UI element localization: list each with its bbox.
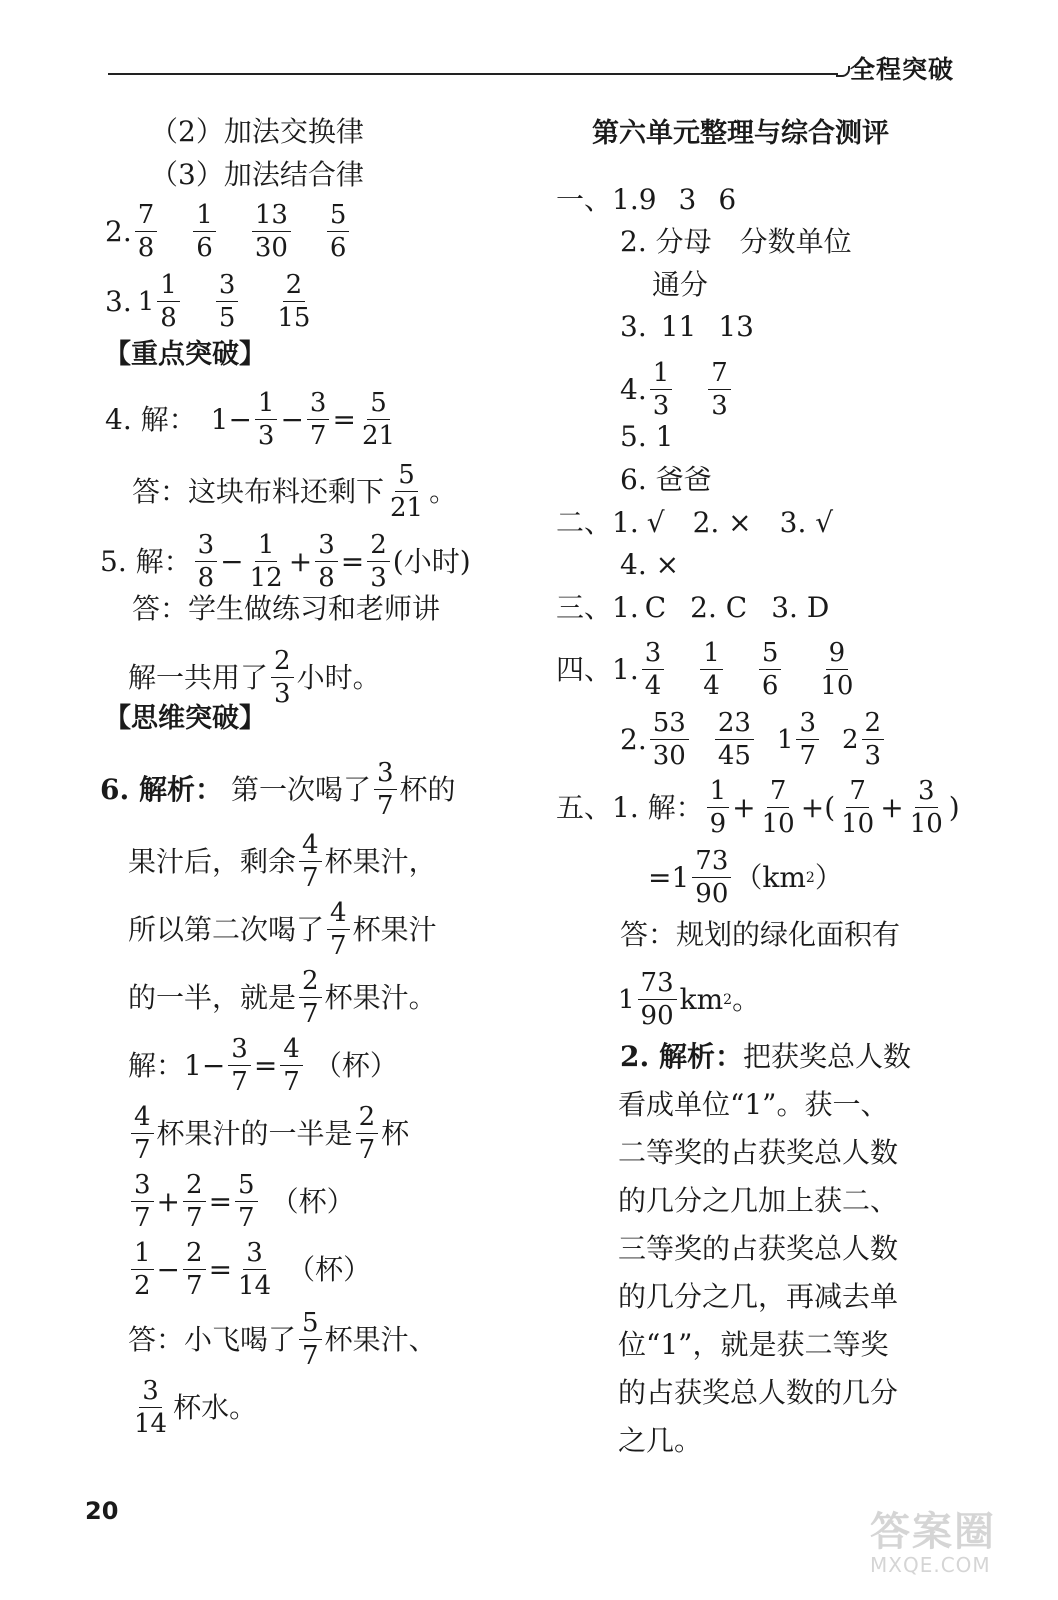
part-5-q2-line-3: 二等奖的占获奖总人数 bbox=[618, 1136, 899, 1169]
question-6-answer-line-2: 3 14 杯水。 bbox=[128, 1376, 257, 1439]
fraction: $\frac{2}{7}$ bbox=[183, 1170, 206, 1233]
fraction: 2 15 bbox=[277, 270, 311, 333]
question-3 bbox=[105, 270, 316, 333]
fraction: $\frac{2}{7}$ bbox=[183, 1238, 206, 1301]
question-6-line-6: 4 7 杯果汁的一半是 2 7 杯 bbox=[128, 1102, 409, 1165]
part-5-q2-line-5: 三等奖的占获奖总人数 bbox=[618, 1232, 899, 1265]
question-6-line-1: 6. 解析： 第一次喝了 3 7 杯的 bbox=[100, 758, 456, 821]
fraction: 3 5 bbox=[216, 270, 239, 333]
part-5-q1: 五、1. 解： 1 9 + $\frac{7}{10}$ +( 7 10 + $\frac{3}{10}$ ) bbox=[556, 776, 960, 839]
fraction: 1 4 bbox=[700, 638, 723, 701]
part-1-q4: 4. 1 3 7 3 bbox=[620, 358, 734, 421]
fraction: 5 21 bbox=[390, 460, 424, 523]
part-2-q4: 4. × bbox=[620, 548, 680, 581]
fraction: 73 90 bbox=[692, 846, 731, 909]
header-title: 全程突破 bbox=[850, 55, 955, 84]
part-1-q3: 3. 11 13 bbox=[620, 310, 754, 343]
part-5-q2-line-8: 的占获奖总人数的几分 bbox=[618, 1376, 899, 1409]
fraction: 1 2 bbox=[131, 1238, 154, 1301]
part-4-q1: 四、1. 3 4 1 4 5 6 9 10 bbox=[556, 638, 859, 701]
part-1-q2-continued: 通分 bbox=[652, 268, 709, 301]
fraction: $\frac{1}{3}$ bbox=[255, 388, 278, 451]
page-number: 20 bbox=[85, 1497, 119, 1525]
question-6-line-3: 所以第二次喝了 4 7 杯果汁 bbox=[128, 898, 437, 961]
left-line-2: （3）加法结合律 bbox=[150, 158, 364, 191]
fraction: $\frac{3}{7}$ bbox=[228, 1034, 251, 1097]
fraction: $\frac{4}{7}$ bbox=[280, 1034, 303, 1097]
part-1-q6: 6. 爸爸 bbox=[620, 463, 712, 496]
fraction: 4 7 bbox=[327, 898, 350, 961]
fraction: 5 6 bbox=[759, 638, 782, 701]
question-4-answer: 答：这块布料还剩下 5 21 。 bbox=[132, 460, 458, 523]
fraction: 7 8 bbox=[135, 200, 158, 263]
fraction: 23 45 bbox=[715, 708, 754, 771]
question-5: 5. 解： 3 8 − $\frac{1}{12}$ + $\frac{3}{8}$ = $\frac{2}{3}$ (小时) bbox=[100, 530, 471, 593]
fraction: 1 6 bbox=[193, 200, 216, 263]
fraction: 4 7 bbox=[131, 1102, 154, 1165]
part-1-q1: 一、1. 9 3 6 bbox=[556, 183, 737, 216]
fraction: 3 8 bbox=[195, 530, 218, 593]
fraction: 9 10 bbox=[820, 638, 854, 701]
question-label: 2. bbox=[105, 214, 132, 248]
unit-title: 第六单元整理与综合测评 bbox=[592, 118, 889, 149]
left-line-1: （2）加法交换律 bbox=[150, 115, 364, 148]
header-rule-hook bbox=[836, 66, 850, 77]
fraction: $\frac{3}{8}$ bbox=[315, 530, 338, 593]
fraction: $\frac{1}{12}$ bbox=[249, 530, 283, 593]
section-heading-thinking: 【思维突破】 bbox=[104, 703, 266, 734]
part-5-q1-answer-line-1: 答：规划的绿化面积有 bbox=[620, 918, 901, 951]
part-4-q2: 2. 53 30 23 45 1 3 7 2 2 3 bbox=[620, 708, 887, 771]
mixed-whole: 1 bbox=[137, 286, 155, 317]
question-label: 6. 解析： bbox=[100, 772, 223, 806]
fraction: 3 7 bbox=[131, 1170, 154, 1233]
part-2-q1-3: 二、1. √ 2. × 3. √ bbox=[556, 506, 834, 539]
fraction: 1 9 bbox=[707, 776, 730, 839]
part-5-q2-line-1: 2. 解析： 把获奖总人数 bbox=[620, 1040, 911, 1073]
fraction: 7 10 bbox=[841, 776, 875, 839]
header-rule bbox=[108, 73, 838, 75]
fraction: 5 7 bbox=[299, 1308, 322, 1371]
question-6-line-7: 3 7 + $\frac{2}{7}$ = $\frac{5}{7}$ （杯） bbox=[128, 1170, 355, 1233]
fraction: 3 4 bbox=[642, 638, 665, 701]
question-label: 3. bbox=[105, 284, 132, 318]
fraction: 3 7 bbox=[374, 758, 397, 821]
fraction: 1 3 bbox=[650, 358, 673, 421]
fraction: 3 14 bbox=[134, 1376, 168, 1439]
question-6-line-5: 解：1− $\frac{3}{7}$ = $\frac{4}{7}$ （杯） bbox=[128, 1034, 398, 1097]
question-6-line-8: 1 2 − $\frac{2}{7}$ = $\frac{3}{14}$ （杯） bbox=[128, 1238, 371, 1301]
question-6-answer-line-1: 答：小飞喝了 5 7 杯果汁、 bbox=[128, 1308, 437, 1371]
fraction: 73 90 bbox=[638, 968, 677, 1031]
question-6-line-2: 果汁后，剩余 4 7 杯果汁， bbox=[128, 830, 437, 893]
fraction: 3 7 bbox=[796, 708, 819, 771]
watermark-logo: 答案圈 MXQE.COM bbox=[870, 1509, 996, 1577]
part-5-q2-line-9: 之几。 bbox=[618, 1424, 703, 1457]
question-4: 4. 解： 1− $\frac{1}{3}$ − $\frac{3}{7}$ = $\frac{5}{21}$ bbox=[105, 388, 401, 451]
fraction: 13 30 bbox=[252, 200, 291, 263]
part-5-q2-line-2: 看成单位“1”。获一、 bbox=[618, 1088, 889, 1121]
part-1-q5: 5. 1 bbox=[620, 420, 674, 453]
fraction: $\frac{5}{21}$ bbox=[361, 388, 396, 451]
fraction: 1 8 bbox=[157, 270, 180, 333]
fraction: $\frac{7}{10}$ bbox=[761, 776, 795, 839]
fraction: 2 7 bbox=[299, 966, 322, 1029]
part-1-q2: 2. 分母 分数单位 bbox=[620, 225, 852, 258]
fraction: 2 3 bbox=[271, 646, 294, 709]
fraction: 2 7 bbox=[356, 1102, 379, 1165]
fraction: $\frac{3}{14}$ bbox=[238, 1238, 272, 1301]
part-5-q2-line-6: 的几分之几，再减去单 bbox=[618, 1280, 899, 1313]
fraction: 53 30 bbox=[650, 708, 689, 771]
question-5-answer-line-1: 答：学生做练习和老师讲 bbox=[132, 592, 441, 625]
fraction: $\frac{3}{7}$ bbox=[307, 388, 330, 451]
fraction: $\frac{3}{10}$ bbox=[909, 776, 943, 839]
part-3: 三、1. C 2. C 3. D bbox=[556, 591, 830, 624]
part-5-q2-line-7: 位“1”，就是获二等奖 bbox=[618, 1328, 889, 1361]
fraction: 2 3 bbox=[862, 708, 885, 771]
question-2 bbox=[105, 200, 352, 263]
question-6-line-4: 的一半，就是 2 7 杯果汁。 bbox=[128, 966, 437, 1029]
question-5-answer-line-2: 解一共用了 2 3 小时。 bbox=[128, 646, 381, 709]
question-label: 5. 解： bbox=[100, 544, 192, 578]
part-5-q1-answer-line-2: 1 73 90 km 2 。 bbox=[618, 968, 761, 1031]
fraction: $\frac{5}{7}$ bbox=[235, 1170, 258, 1233]
fraction: 5 6 bbox=[327, 200, 350, 263]
question-label: 4. 解： bbox=[105, 402, 197, 436]
fraction: 7 3 bbox=[708, 358, 731, 421]
part-5-q2-line-4: 的几分之几加上获二、 bbox=[618, 1184, 899, 1217]
section-heading-key-points: 【重点突破】 bbox=[104, 339, 266, 370]
fraction: 4 7 bbox=[299, 830, 322, 893]
part-5-q1-result: =1 73 90 （km 2 ） bbox=[648, 846, 843, 909]
fraction: $\frac{2}{3}$ bbox=[367, 530, 390, 593]
